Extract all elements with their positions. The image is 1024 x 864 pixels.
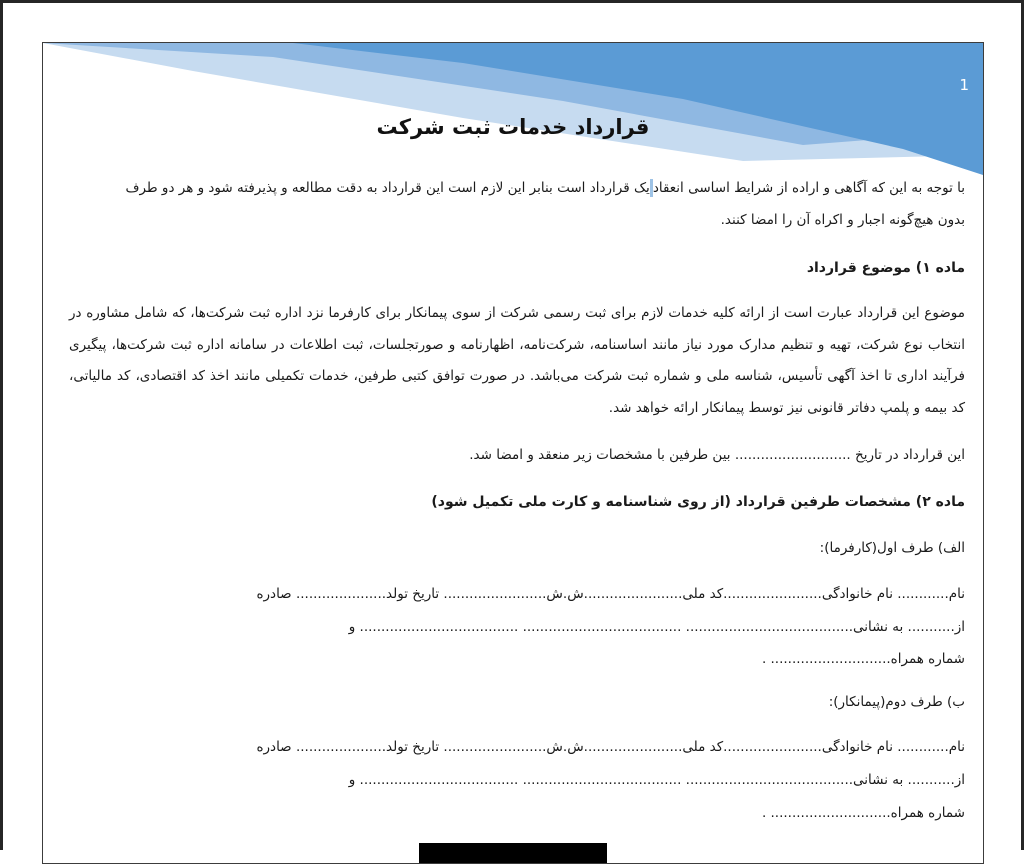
party2-name-line[interactable]: نام............ نام خانوادگی.......................کد ملی.......................ش.ش........................ تاریخ تولد..................... صادره xyxy=(256,739,965,755)
page-number: 1 xyxy=(959,76,969,94)
article2-heading: ماده ۲) مشخصات طرفین قرارداد (از روی شناسنامه و کارت ملی تکمیل شود) xyxy=(431,494,965,510)
intro-paragraph[interactable] xyxy=(69,173,965,236)
party1-label: الف) طرف اول(کارفرما): xyxy=(819,540,965,556)
party2-address-line[interactable]: از........... به نشانی....................................... ..................................... ..................................... و xyxy=(348,772,965,788)
party1-phone-line[interactable]: شماره همراه............................ . xyxy=(761,651,965,667)
header-decoration xyxy=(43,43,983,183)
intro-text-line2: بدون هیچ‌گونه اجبار و اکراه آن را امضا کنند. xyxy=(720,211,965,228)
party2-phone-line[interactable]: شماره همراه............................ . xyxy=(761,805,965,821)
party1-address-line[interactable]: از........... به نشانی....................................... ..................................... ..................................... و xyxy=(348,619,965,635)
intro-text-part1: با توجه به این که آگاهی و اراده از شرایط اساسی انعقاد xyxy=(652,180,965,196)
party2-label: ب) طرف دوم(پیمانکار): xyxy=(828,694,965,710)
article1-heading: ماده ۱) موضوع قرارداد xyxy=(806,260,965,276)
contract-date-line[interactable]: این قرارداد در تاریخ ........................... بین طرفین با مشخصات زیر منعقد و امضا شد. xyxy=(469,447,965,463)
window-top-border xyxy=(0,0,1024,3)
window-left-border xyxy=(0,0,3,850)
document-title: قرارداد خدمات ثبت شرکت xyxy=(376,115,650,139)
article1-body[interactable]: موضوع این قرارداد عبارت است از ارائه کلیه خدمات لازم برای ثبت رسمی شرکت از سوی پیمانکار برای کارفرما نزد اداره ثبت شرکت‌ها، که شامل مشاوره در انتخاب نوع شرکت، تهیه و تنظیم مدارک مورد نیاز مانند اساسنامه، شرکت‌نامه، اظهارنامه و صورتجلسات، ثبت اطلاعات در سامانه اداره ثبت شرکت‌ها، پیگیری فرآیند اداری تا اخذ آگهی تأسیس، شناسه ملی و شماره ثبت شرکت می‌باشد. در صورت توافق کتبی طرفین، خدمات تکمیلی مانند اخذ کد اقتصادی، کد مالیاتی، کد بیمه و پلمپ دفاتر قانونی نیز توسط پیمانکار ارائه خواهد شد. xyxy=(69,305,965,416)
footer-bar xyxy=(419,843,607,863)
party1-name-line[interactable]: نام............ نام خانوادگی.......................کد ملی.......................ش.ش........................ تاریخ تولد..................... صادره xyxy=(256,586,965,602)
intro-text-part2: یک قرارداد است بنابر این لازم است این قرارداد به دقت مطالعه و پذیرفته شود و هر دو طرف xyxy=(125,180,650,196)
document-page xyxy=(42,42,984,864)
